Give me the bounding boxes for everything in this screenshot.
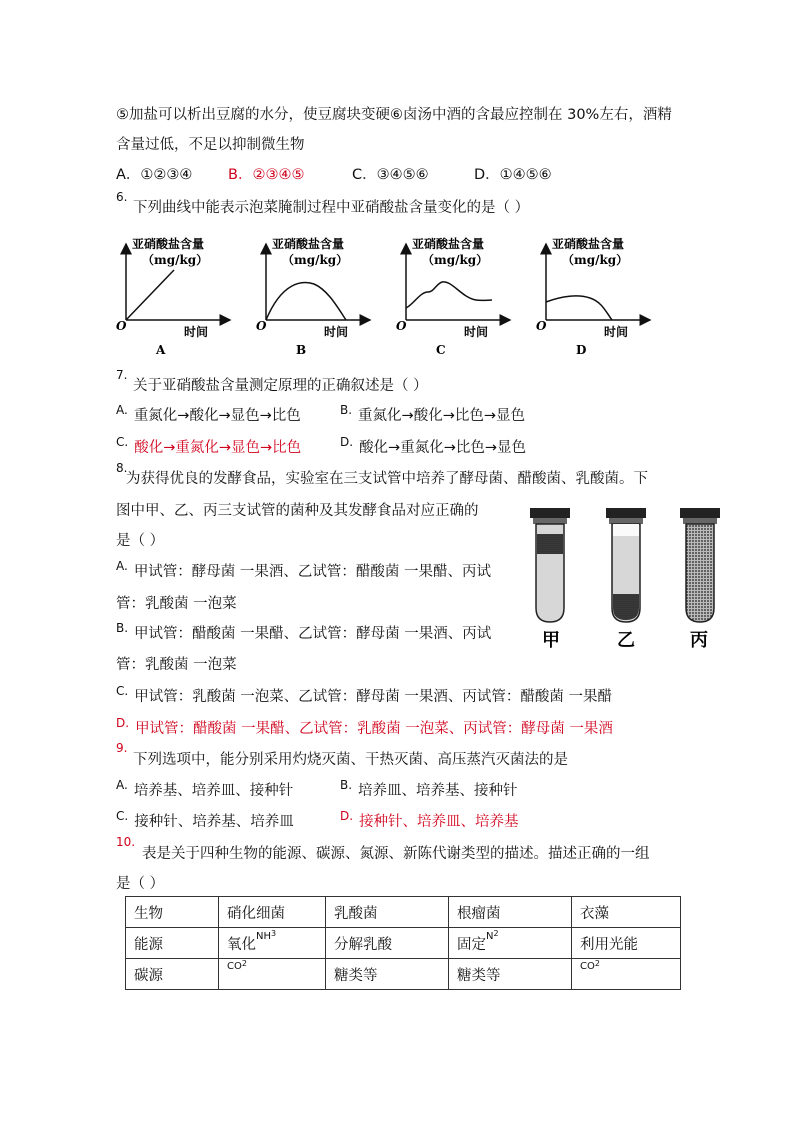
intro-line-2: 含量过低，不足以抑制微生物 xyxy=(116,137,305,153)
graph-d[interactable] xyxy=(536,236,650,357)
q7-number: 7. xyxy=(116,368,128,382)
intro-line-1: ⑤加盐可以析出豆腐的水分，使豆腐块变硬⑥卤汤中酒的含最应控制在 30%左右，酒精 xyxy=(116,107,672,123)
q6-question: 下列曲线中能表示泡菜腌制过程中亚硝酸盐含量变化的是（ ） xyxy=(133,200,530,216)
graph-d-unit: （mg/kg） xyxy=(562,253,629,267)
graph-a-xlabel: 时间 xyxy=(184,325,209,339)
q5-option-b[interactable]: B．②③④⑤ xyxy=(228,167,305,183)
q5-option-a[interactable]: A．①②③④ xyxy=(116,167,193,183)
table-cell: 能源 xyxy=(126,928,219,959)
graph-c-unit: （mg/kg） xyxy=(422,253,489,267)
graph-d-letter: D xyxy=(576,343,587,357)
graph-b-curve xyxy=(266,283,346,320)
graph-d-ylabel: 亚硝酸盐含量 xyxy=(552,237,625,251)
table-cell: 衣藻 xyxy=(572,897,681,928)
table-header-row xyxy=(126,897,681,928)
tube-label-yi: 乙 xyxy=(617,630,635,651)
q6-graphs xyxy=(112,232,652,360)
table-row xyxy=(126,928,681,959)
graph-b-xlabel: 时间 xyxy=(324,325,349,339)
q9-number: 9. xyxy=(116,741,128,755)
graph-c-curve xyxy=(406,282,492,308)
table-cell: 固定$^{N^2}$ xyxy=(449,928,572,959)
table-cell: 氧化$^{NH^3}$ xyxy=(219,928,326,959)
q10-line-1: 表是关于四种生物的能源、碳源、氮源、新陈代谢类型的描述。描述正确的一组 xyxy=(142,846,650,862)
q9-option-b[interactable]: $^{B.}$ 培养皿、培养基、接种针 xyxy=(340,778,518,799)
graph-a-curve xyxy=(126,270,174,320)
table-cell: 乳酸菌 xyxy=(326,897,449,928)
graph-d-origin: O xyxy=(536,319,547,333)
table-cell: 碳源 xyxy=(126,959,219,990)
graph-a-letter: A xyxy=(156,343,166,357)
q9-option-c[interactable]: $^{C.}$ 接种针、培养基、培养皿 xyxy=(116,809,294,830)
graph-b[interactable] xyxy=(256,236,370,357)
tube-jia[interactable] xyxy=(530,508,570,622)
q5-option-c[interactable]: C．③④⑤⑥ xyxy=(352,167,429,183)
q7-option-a[interactable]: $^{A.}$ 重氮化→酸化→显色→比色 xyxy=(116,403,301,424)
q10-line-2: 是（ ） xyxy=(116,876,165,892)
q8-option-b-cont: 管：乳酸菌 一泡菜 xyxy=(116,657,237,673)
q7-option-d[interactable]: $^{D.}$ 酸化→重氮化→比色→显色 xyxy=(340,435,527,456)
table-cell: 利用光能 xyxy=(572,928,681,959)
q8-line-1: 为获得优良的发酵食品，实验室在三支试管中培养了酵母菌、醋酸菌、乳酸菌。下 xyxy=(126,471,648,487)
q9-question: 下列选项中，能分别采用灼烧灭菌、干热灭菌、高压蒸汽灭菌法的是 xyxy=(133,752,568,768)
graph-d-curve xyxy=(546,296,612,320)
organism-table xyxy=(125,896,681,990)
table-cell: 硝化细菌 xyxy=(219,897,326,928)
graph-b-letter: B xyxy=(296,343,307,357)
graph-a-unit: （mg/kg） xyxy=(142,253,209,267)
graph-b-ylabel: 亚硝酸盐含量 xyxy=(272,237,345,251)
graph-b-unit: （mg/kg） xyxy=(282,253,349,267)
q8-option-a[interactable]: $^{A.}$ 甲试管：酵母菌 一果酒、乙试管：醋酸菌 一果醋、丙试 xyxy=(116,559,492,580)
q8-option-a-cont: 管：乳酸菌 一泡菜 xyxy=(116,596,237,612)
q9-option-a[interactable]: $^{A.}$ 培养基、培养皿、接种针 xyxy=(116,778,294,799)
q5-option-d[interactable]: D．①④⑤⑥ xyxy=(474,167,552,183)
q8-option-d[interactable]: $^{D.}$ 甲试管：醋酸菌 一果醋、乙试管：乳酸菌 一泡菜、丙试管：酵母菌 一果酒 xyxy=(116,716,613,737)
tube-yi[interactable] xyxy=(606,508,646,622)
test-tubes-figure xyxy=(524,504,724,656)
graph-a-origin: O xyxy=(116,319,127,333)
graph-a[interactable] xyxy=(116,236,230,357)
graph-c-letter: C xyxy=(436,343,446,357)
graph-c-origin: O xyxy=(396,319,407,333)
table-cell: 生物 xyxy=(126,897,219,928)
q8-number: 8. xyxy=(116,461,128,475)
q8-option-b[interactable]: $^{B.}$ 甲试管：醋酸菌 一果醋、乙试管：酵母菌 一果酒、丙试 xyxy=(116,621,492,642)
q7-question: 关于亚硝酸盐含量测定原理的正确叙述是（ ） xyxy=(133,378,428,394)
q8-line-2: 图中甲、乙、丙三支试管的菌种及其发酵食品对应正确的 xyxy=(116,503,479,519)
graph-c-xlabel: 时间 xyxy=(464,325,489,339)
table-row xyxy=(126,959,681,990)
q9-option-d[interactable]: $^{D.}$ 接种针、培养皿、培养基 xyxy=(340,809,519,830)
table-cell: 分解乳酸 xyxy=(326,928,449,959)
graph-d-xlabel: 时间 xyxy=(604,325,629,339)
q8-line-3: 是（ ） xyxy=(116,533,165,549)
table-cell: 糖类等 xyxy=(326,959,449,990)
graph-a-ylabel: 亚硝酸盐含量 xyxy=(132,237,205,251)
tube-bing[interactable] xyxy=(680,508,720,622)
graph-c-ylabel: 亚硝酸盐含量 xyxy=(412,237,485,251)
tube-label-jia: 甲 xyxy=(542,630,560,651)
q7-option-b[interactable]: $^{B.}$ 重氮化→酸化→比色→显色 xyxy=(340,403,525,424)
table-cell: 根瘤菌 xyxy=(449,897,572,928)
table-cell: CO2 xyxy=(572,959,681,990)
graph-c[interactable] xyxy=(396,236,510,357)
graph-b-origin: O xyxy=(256,319,267,333)
q8-option-c[interactable]: $^{C.}$ 甲试管：乳酸菌 一泡菜、乙试管：酵母菌 一果酒、丙试管：醋酸菌 一果醋 xyxy=(116,684,613,705)
q6-number: 6. xyxy=(116,190,128,204)
q7-option-c[interactable]: $^{C.}$ 酸化→重氮化→显色→比色 xyxy=(116,435,302,456)
table-cell: CO2 xyxy=(219,959,326,990)
table-cell: 糖类等 xyxy=(449,959,572,990)
tube-label-bing: 丙 xyxy=(690,630,708,651)
q10-number: 10. xyxy=(116,835,136,849)
